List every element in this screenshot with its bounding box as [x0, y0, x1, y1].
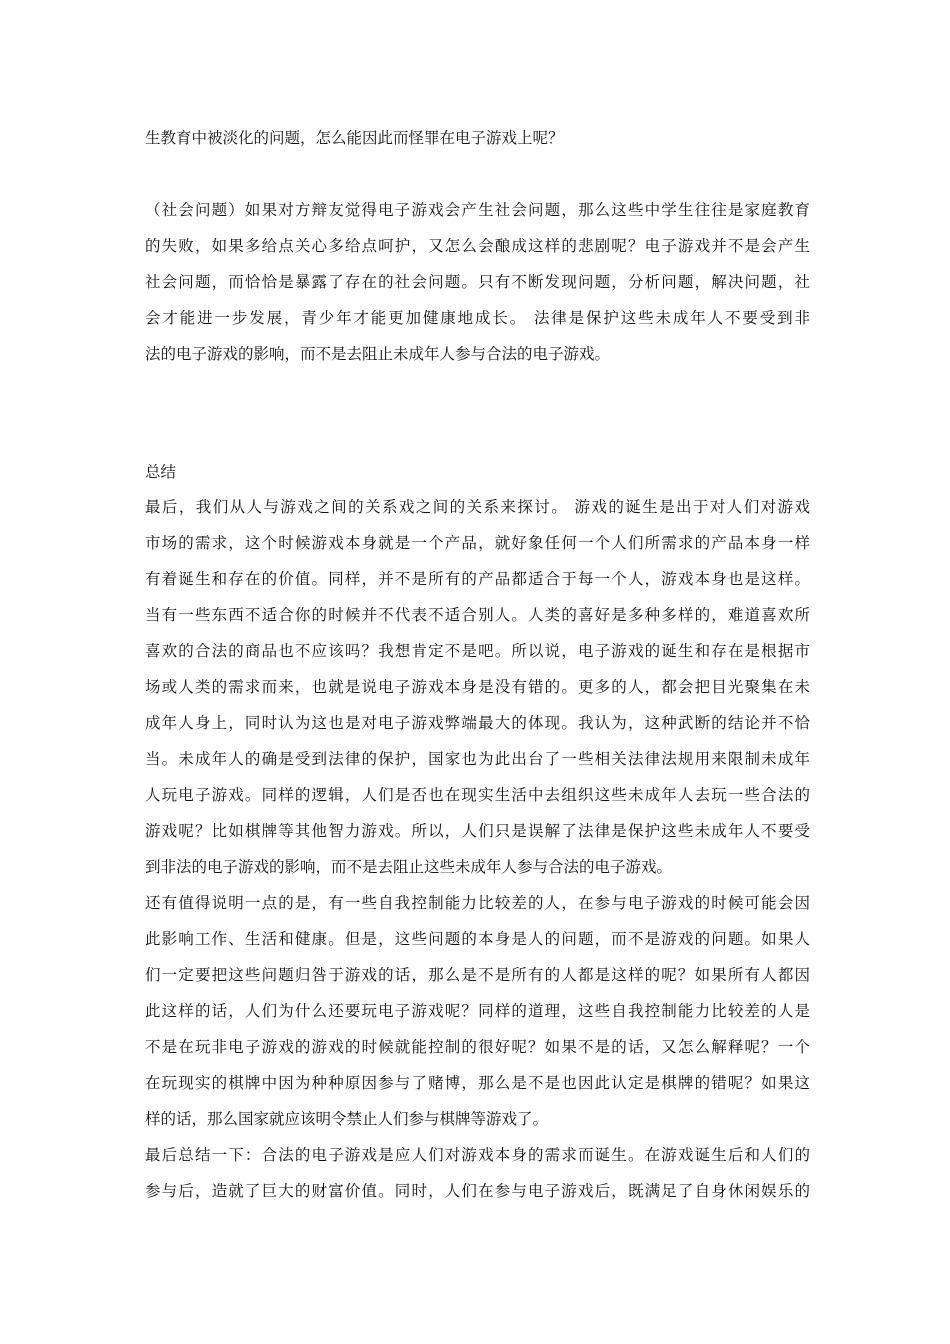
- text-line: 当有一些东西不适合你的时候并不代表不适合别人。人类的喜好是多种多样的，难道喜欢所: [145, 606, 810, 624]
- text-line: 游戏呢？比如棋牌等其他智力游戏。所以，人们只是误解了法律是保护这些未成年人不要受: [145, 822, 810, 840]
- text-line: 到非法的电子游戏的影响，而不是去阻止这些未成年人参与合法的电子游戏。: [145, 858, 673, 876]
- text-line: 成年人身上，同时认为这也是对电子游戏弊端最大的体现。我认为，这种武断的结论并不恰: [145, 714, 810, 732]
- text-line: 有着诞生和存在的价值。同样，并不是所有的产品都适合于每一个人，游戏本身也是这样。: [145, 570, 810, 588]
- text-line: 此这样的话，人们为什么还要玩电子游戏呢？同样的道理，这些自我控制能力比较差的人是: [145, 1002, 810, 1020]
- text-line: 此影响工作、生活和健康。但是，这些问题的本身是人的问题，而不是游戏的问题。如果人: [145, 930, 810, 948]
- text-line: 当。未成年人的确是受到法律的保护，国家也为此出台了一些相关法律法规用来限制未成年: [145, 750, 810, 768]
- text-line: 的失败，如果多给点关心多给点呵护，又怎么会酿成这样的悲剧呢？电子游戏并不是会产生: [145, 237, 810, 255]
- text-line: 在玩现实的棋牌中因为种种原因参与了赌博，那么是不是也因此认定是棋牌的错呢？如果这: [145, 1074, 810, 1092]
- section-heading: 总结: [145, 463, 177, 481]
- text-line: 会才能进一步发展，青少年才能更加健康地成长。 法律是保护这些未成年人不要受到非: [145, 309, 810, 327]
- text-line: 生教育中被淡化的问题，怎么能因此而怪罪在电子游戏上呢？: [145, 129, 564, 147]
- text-line: 还有值得说明一点的是，有一些自我控制能力比较差的人，在参与电子游戏的时候可能会因: [145, 894, 810, 912]
- text-line: 市场的需求，这个时候游戏本身就是一个产品，就好象任何一个人们所需求的产品本身一样: [145, 534, 810, 552]
- text-line: 人玩电子游戏。同样的逻辑，人们是否也在现实生活中去组织这些未成年人去玩一些合法的: [145, 786, 810, 804]
- text-line: 最后总结一下：合法的电子游戏是应人们对游戏本身的需求而诞生。在游戏诞生后和人们的: [145, 1146, 810, 1164]
- text-line: 社会问题，而恰恰是暴露了存在的社会问题。只有不断发现问题，分析问题，解决问题，社: [145, 273, 810, 291]
- text-line: 不是在玩非电子游戏的游戏的时候就能控制的很好呢？如果不是的话，又怎么解释呢？一个: [145, 1038, 810, 1056]
- text-line: 法的电子游戏的影响，而不是去阻止未成年人参与合法的电子游戏。: [145, 345, 611, 363]
- text-line: 参与后，造就了巨大的财富价值。同时，人们在参与电子游戏后，既满足了自身休闲娱乐的: [145, 1182, 810, 1200]
- text-line: 喜欢的合法的商品也不应该吗？我想肯定不是吧。所以说，电子游戏的诞生和存在是根据市: [145, 642, 810, 660]
- text-line: （社会问题）如果对方辩友觉得电子游戏会产生社会问题，那么这些中学生往往是家庭教育: [145, 201, 810, 219]
- text-line: 们一定要把这些问题归咎于游戏的话，那么是不是所有的人都是这样的呢？如果所有人都因: [145, 966, 810, 984]
- text-line: 样的话，那么国家就应该明令禁止人们参与棋牌等游戏了。: [145, 1110, 549, 1128]
- text-line: 最后，我们从人与游戏之间的关系戏之间的关系来探讨。 游戏的诞生是出于对人们对游戏: [145, 498, 810, 516]
- text-line: 场或人类的需求而来，也就是说电子游戏本身是没有错的。更多的人，都会把目光聚集在未: [145, 678, 810, 696]
